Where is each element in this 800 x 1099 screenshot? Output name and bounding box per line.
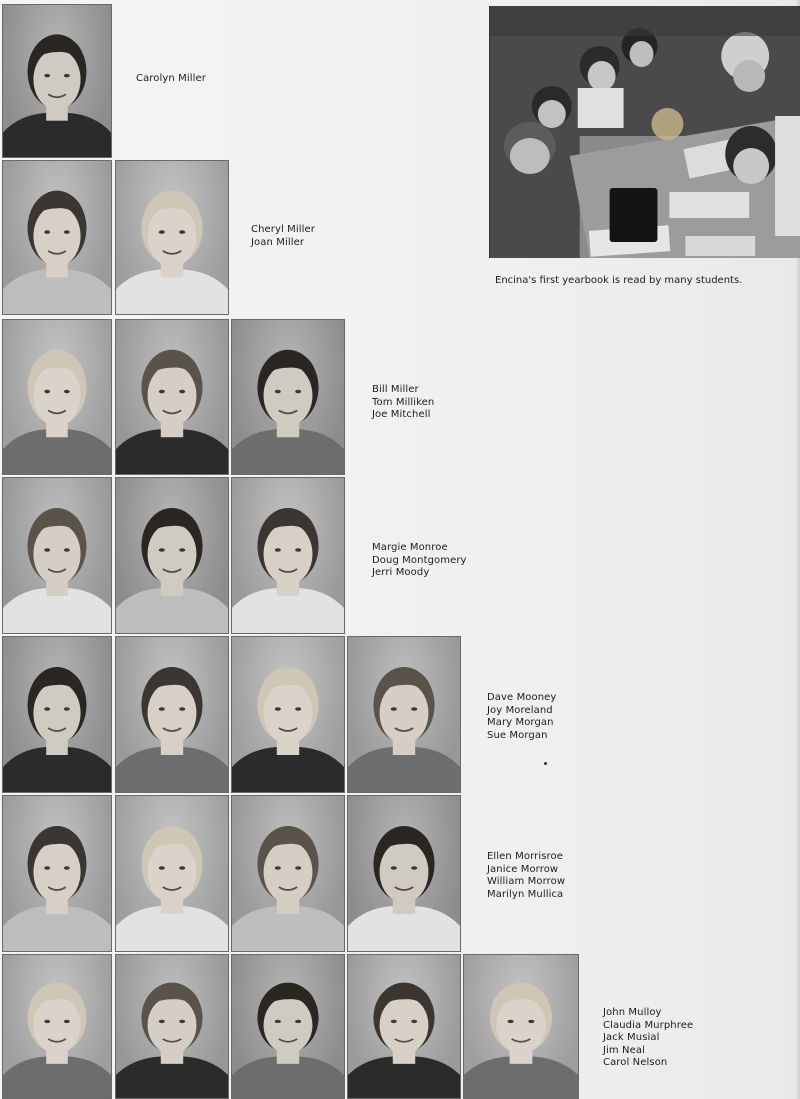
- portrait-silhouette: [116, 796, 228, 951]
- student-portrait: [115, 954, 229, 1099]
- portrait-silhouette: [3, 796, 111, 951]
- student-name: Mary Morgan: [487, 717, 554, 728]
- portrait-silhouette: [3, 161, 111, 314]
- student-portrait: [231, 319, 345, 475]
- student-name: Joan Miller: [251, 236, 305, 248]
- student-portrait: [231, 477, 345, 634]
- student-portrait: [231, 954, 345, 1099]
- student-name: Carol Nelson: [603, 1057, 668, 1068]
- student-portrait: [2, 954, 112, 1099]
- student-name: Janice Morrow: [487, 863, 559, 875]
- names-row-6: [487, 851, 565, 901]
- student-portrait: [2, 477, 112, 634]
- student-portrait: [115, 160, 229, 315]
- student-name: Ellen Morrisroe: [487, 851, 563, 862]
- portrait-silhouette: [3, 637, 111, 792]
- names-row-5: [487, 692, 556, 742]
- portrait-silhouette: [232, 478, 344, 633]
- student-name: Claudia Murphree: [603, 1019, 694, 1031]
- portrait-silhouette: [348, 955, 460, 1098]
- portrait-silhouette: [232, 637, 344, 792]
- names-row-4: [372, 542, 467, 580]
- student-portrait: [115, 319, 229, 475]
- student-name: Sue Morgan: [487, 729, 548, 741]
- student-portrait: [463, 954, 579, 1099]
- student-name: Tom Milliken: [372, 396, 435, 408]
- student-portrait: [347, 636, 461, 793]
- portrait-silhouette: [116, 955, 228, 1098]
- student-portrait: [231, 636, 345, 793]
- student-portrait: [2, 160, 112, 315]
- student-name: Jim Neal: [603, 1044, 645, 1056]
- portrait-silhouette: [116, 161, 228, 314]
- student-portrait: [115, 477, 229, 634]
- names-row-2: [251, 224, 315, 249]
- student-name: Doug Montgomery: [372, 554, 467, 566]
- student-portrait: [347, 795, 461, 952]
- student-name: Bill Miller: [372, 384, 419, 395]
- student-name: William Morrow: [487, 876, 566, 887]
- portrait-silhouette: [232, 320, 344, 474]
- student-name: Cheryl Miller: [251, 224, 315, 235]
- student-name: Margie Monroe: [372, 542, 448, 553]
- student-portrait: [115, 795, 229, 952]
- portrait-silhouette: [116, 637, 228, 792]
- student-name: Dave Mooney: [487, 692, 557, 703]
- candid-photo-image: [490, 6, 800, 258]
- portrait-silhouette: [232, 955, 344, 1098]
- names-row-3: [372, 384, 434, 422]
- student-portrait: [2, 4, 112, 158]
- candid-caption: Encina's first yearbook is read by many students.: [495, 275, 743, 286]
- student-name: Jerri Moody: [372, 567, 430, 578]
- student-portrait: [115, 636, 229, 793]
- student-name: John Mulloy: [603, 1007, 662, 1018]
- portrait-silhouette: [3, 955, 111, 1098]
- print-speck: [544, 762, 547, 765]
- portrait-silhouette: [116, 478, 228, 633]
- candid-photo: [489, 6, 800, 258]
- names-row-1: [136, 73, 206, 86]
- student-portrait: [347, 954, 461, 1099]
- portrait-silhouette: [348, 637, 460, 792]
- names-row-7: [603, 1007, 693, 1070]
- portrait-silhouette: [3, 320, 111, 474]
- portrait-silhouette: [3, 5, 111, 157]
- student-name: Joy Moreland: [487, 704, 553, 716]
- student-portrait: [231, 795, 345, 952]
- student-portrait: [2, 636, 112, 793]
- student-name: Joe Mitchell: [372, 409, 431, 420]
- portrait-silhouette: [464, 955, 578, 1098]
- student-name: Carolyn Miller: [136, 73, 206, 84]
- portrait-silhouette: [3, 478, 111, 633]
- portrait-silhouette: [232, 796, 344, 951]
- student-name: Marilyn Mullica: [487, 888, 564, 900]
- student-portrait: [2, 319, 112, 475]
- portrait-silhouette: [116, 320, 228, 474]
- portrait-silhouette: [348, 796, 460, 951]
- student-name: Jack Musial: [603, 1032, 660, 1043]
- student-portrait: [2, 795, 112, 952]
